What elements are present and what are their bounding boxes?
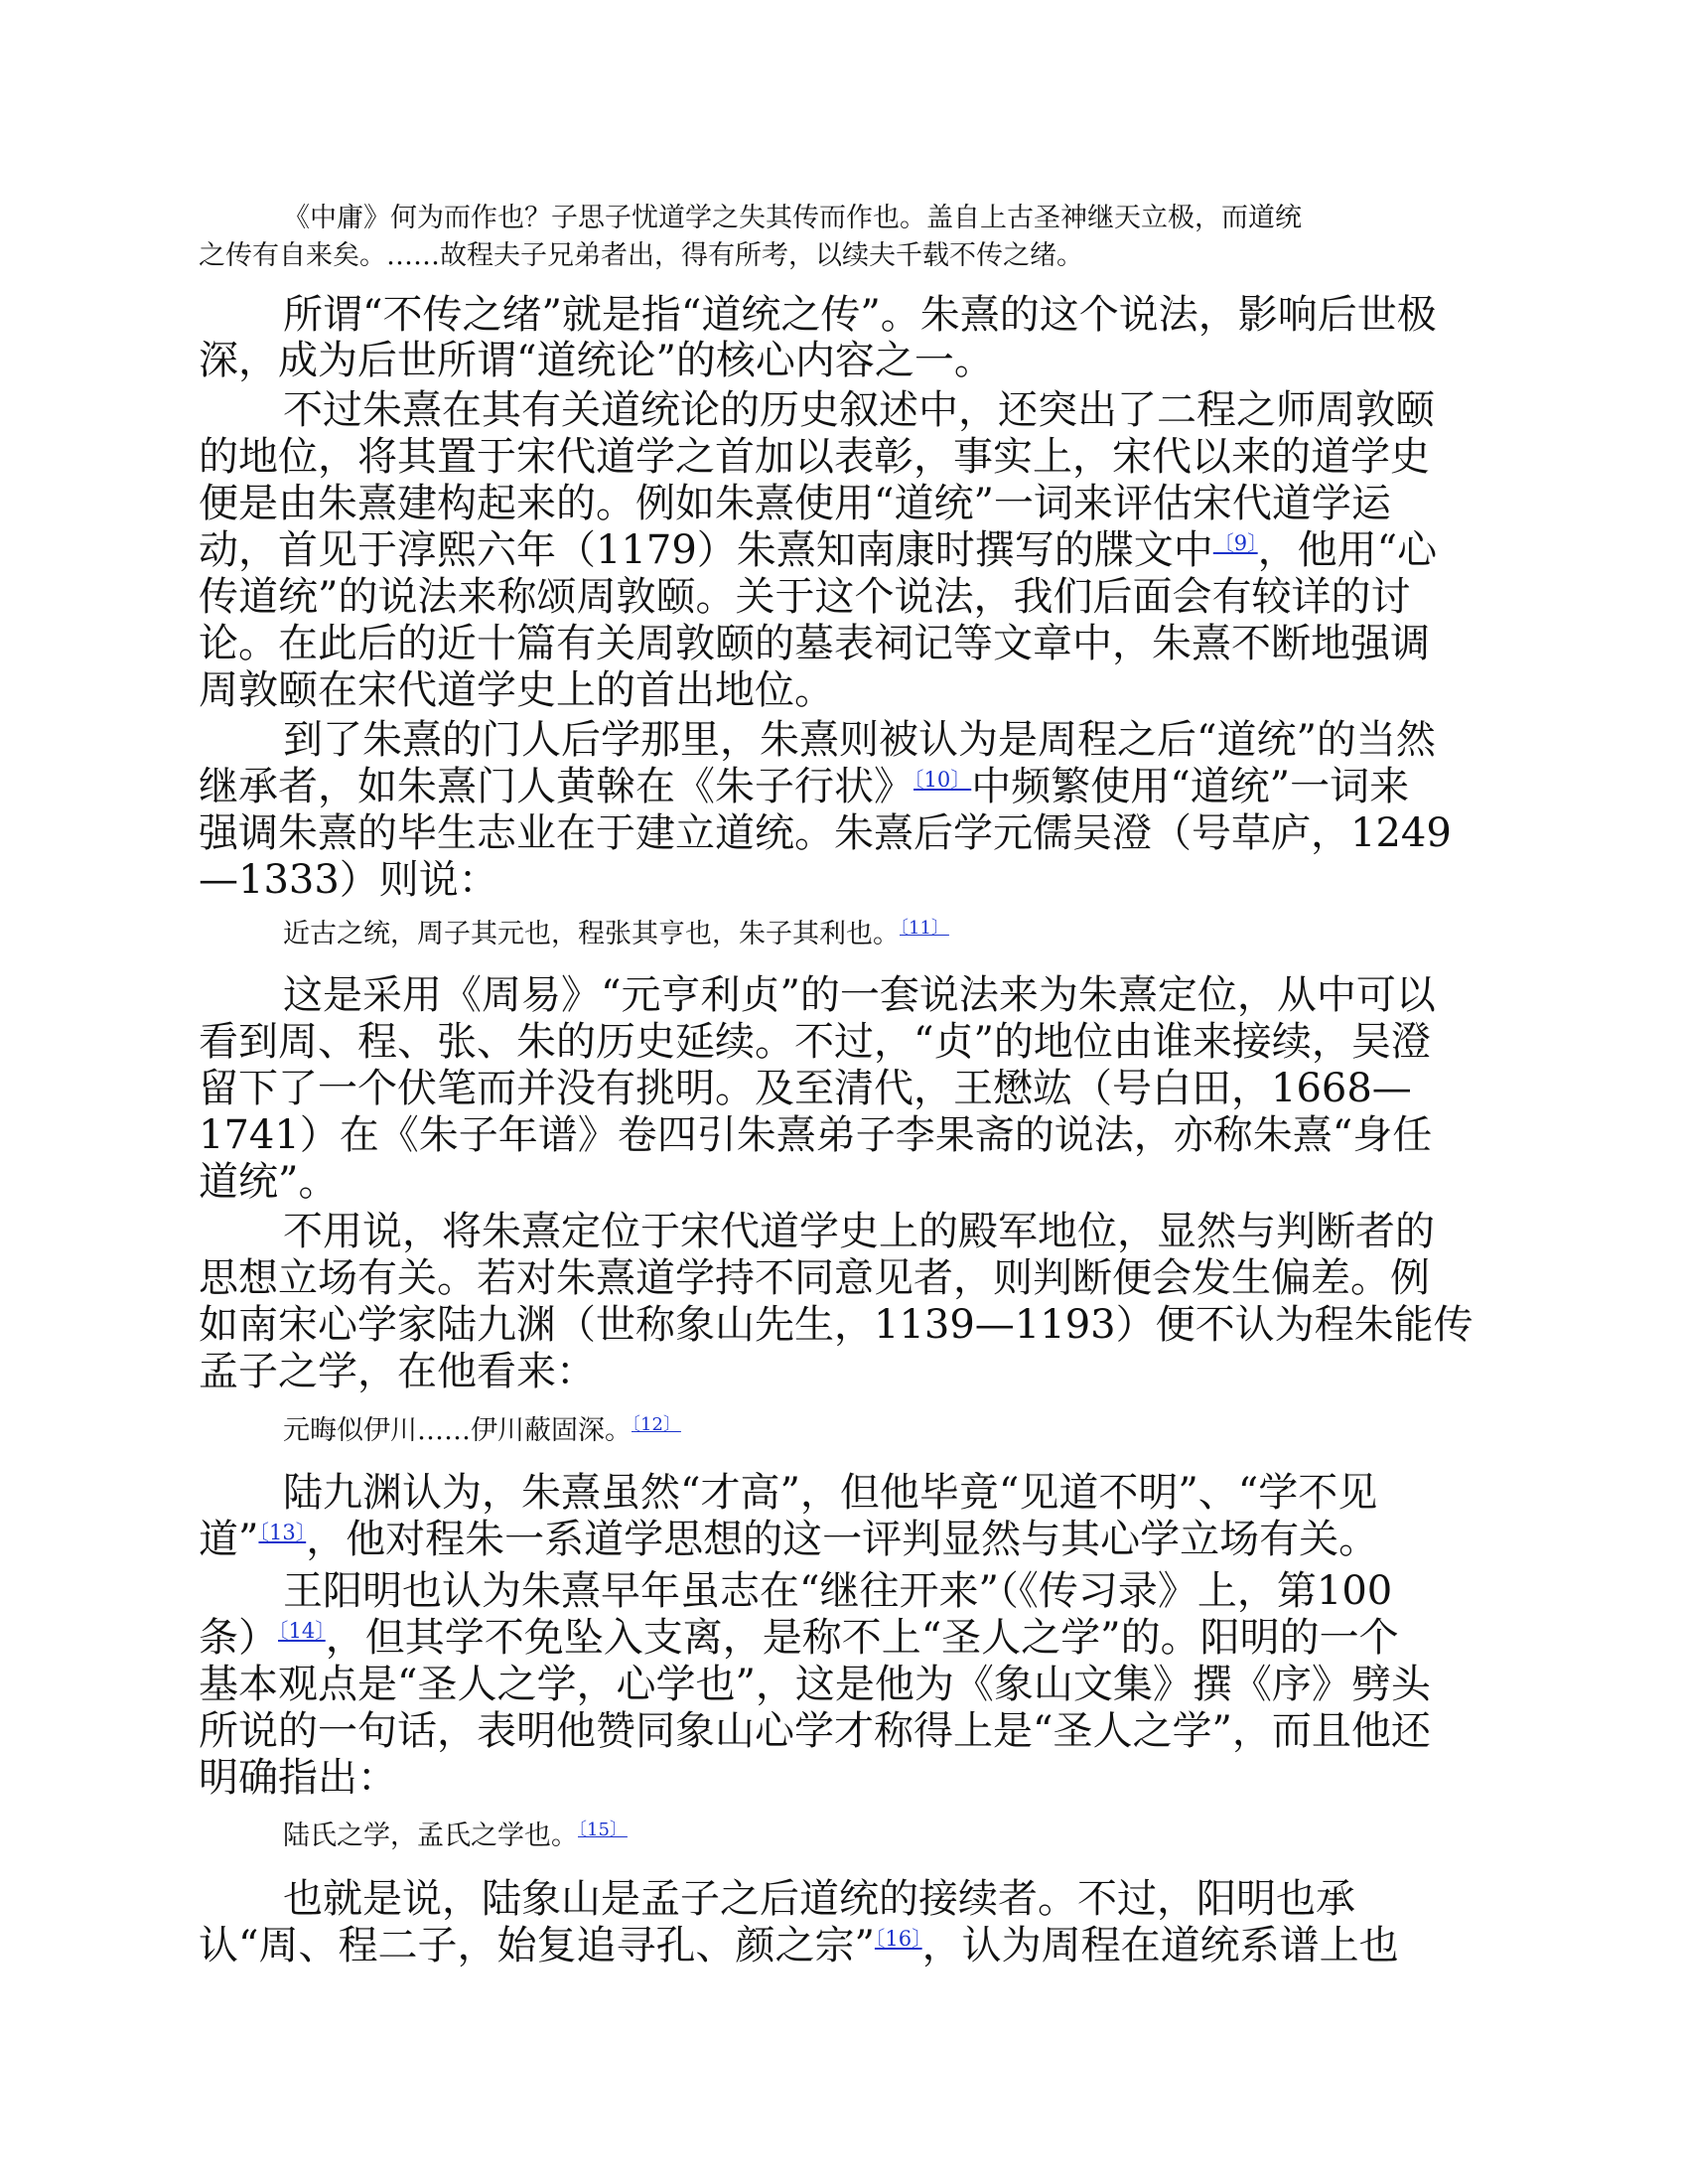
paragraph-line: 1741）在《朱子年谱》卷四引朱熹弟子李果斋的说法，亦称朱熹“身任 — [199, 1112, 1433, 1158]
paragraph-text: 认“周、程二子，始复追寻孔、颜之宗” — [199, 1923, 875, 1968]
quote-text: 近古之统，周子其元也，程张其亨也，朱子其利也。 — [283, 919, 900, 949]
quote-text: 元晦似伊川……伊川蔽固深。 — [283, 1415, 632, 1446]
paragraph-text: ，但其学不免坠入支离，是称不上“圣人之学”的。阳明的一个 — [325, 1615, 1399, 1661]
footnote-link-9[interactable]: 〔9〕 — [1212, 531, 1258, 555]
quote-text: 陆氏之学，孟氏之学也。 — [283, 1820, 578, 1851]
footnote-link-11[interactable]: 〔11〕 — [900, 918, 949, 939]
paragraph-text: ，他用“心 — [1257, 527, 1438, 573]
paragraph-line: 思想立场有关。若对朱熹道学持不同意见者，则判断便会发生偏差。例 — [199, 1255, 1430, 1301]
paragraph-text: 动，首见于淳熙六年（1179）朱熹知南康时撰写的牒文中 — [199, 527, 1213, 573]
paragraph-line — [199, 1914, 1399, 1970]
paragraph-line: 孟子之学，在他看来： — [199, 1349, 596, 1394]
quote-line: 之传有自来矣。……故程夫子兄弟者出，得有所考，以续夫千载不传之绪。 — [199, 240, 1083, 271]
paragraph-line: 到了朱熹的门人后学那里，朱熹则被认为是周程之后“道统”的当然 — [283, 717, 1436, 763]
paragraph-line: 便是由朱熹建构起来的。例如朱熹使用“道统”一词来评估宋代道学运 — [199, 481, 1391, 526]
paragraph-text: ，认为周程在道统系谱上也 — [921, 1923, 1399, 1968]
paragraph-line: 道统”。 — [199, 1159, 339, 1205]
paragraph-text: 中频繁使用“道统”一词来 — [971, 764, 1410, 809]
paragraph-line: 王阳明也认为朱熹早年虽志在“继往开来”（《传习录》上，第100 — [283, 1568, 1393, 1614]
quote-line — [283, 1814, 628, 1852]
paragraph-line: —1333）则说： — [199, 857, 498, 903]
paragraph-line: 论。在此后的近十篇有关周敦颐的墓表祠记等文章中，朱熹不断地强调 — [199, 621, 1430, 666]
paragraph-line: 深，成为后世所谓“道统论”的核心内容之一。 — [199, 338, 994, 383]
paragraph-line: 所谓“不传之绪”就是指“道统之传”。朱熹的这个说法，影响后世极 — [283, 292, 1437, 338]
quote-line — [283, 1408, 681, 1447]
paragraph-text: ，他对程朱一系道学思想的这一评判显然与其心学立场有关。 — [306, 1517, 1379, 1562]
paragraph-line: 这是采用《周易》“元亨利贞”的一套说法来为朱熹定位，从中可以 — [283, 972, 1436, 1018]
paragraph-line: 不过朱熹在其有关道统论的历史叙述中，还突出了二程之师周敦颐 — [283, 387, 1435, 433]
paragraph-line: 明确指出： — [199, 1755, 397, 1801]
paragraph-line: 基本观点是“圣人之学，心学也”，这是他为《象山文集》撰《序》劈头 — [199, 1662, 1431, 1707]
footnote-link-15[interactable]: 〔15〕 — [578, 1820, 628, 1840]
paragraph-line: 看到周、程、张、朱的历史延续。不过，“贞”的地位由谁来接续，吴澄 — [199, 1019, 1431, 1065]
quote-line — [283, 912, 949, 950]
footnote-link-13[interactable]: 〔13〕 — [258, 1521, 307, 1544]
paragraph-line: 不用说，将朱熹定位于宋代道学史上的殿军地位，显然与判断者的 — [283, 1209, 1435, 1254]
paragraph-line: 的地位，将其置于宋代道学之首加以表彰，事实上，宋代以来的道学史 — [199, 434, 1430, 480]
paragraph-line — [199, 1508, 1378, 1564]
paragraph-line: 周敦颐在宋代道学史上的首出地位。 — [199, 667, 834, 713]
paragraph-line: 留下了一个伏笔而并没有挑明。及至清代，王懋竑（号白田，1668— — [199, 1066, 1412, 1111]
paragraph-line: 也就是说，陆象山是孟子之后道统的接续者。不过，阳明也承 — [283, 1876, 1355, 1922]
paragraph-line: 强调朱熹的毕生志业在于建立道统。朱熹后学元儒吴澄（号草庐，1249 — [199, 810, 1452, 856]
paragraph-text: 道” — [199, 1517, 259, 1562]
paragraph-line: 陆九渊认为，朱熹虽然“才高”，但他毕竟“见道不明”、“学不见 — [283, 1470, 1378, 1516]
paragraph-line: 如南宋心学家陆九渊（世称象山先生，1139—1193）便不认为程朱能传 — [199, 1302, 1474, 1348]
footnote-link-12[interactable]: 〔12〕 — [632, 1414, 681, 1435]
paragraph-line: 传道统”的说法来称颂周敦颐。关于这个说法，我们后面会有较详的讨 — [199, 574, 1411, 620]
paragraph-text: 继承者，如朱熹门人黄榦在《朱子行状》 — [199, 764, 914, 809]
footnote-link-16[interactable]: 〔16〕 — [874, 1927, 922, 1951]
footnote-link-14[interactable]: 〔14〕 — [278, 1619, 326, 1643]
footnote-link-10[interactable]: 〔10〕 — [914, 768, 972, 792]
quote-line: 《中庸》何为而作也？子思子忧道学之失其传而作也。盖自上古圣神继天立极，而道统 — [283, 203, 1302, 233]
paragraph-line: 所说的一句话，表明他赞同象山心学才称得上是“圣人之学”，而且他还 — [199, 1708, 1431, 1754]
paragraph-text: 条） — [199, 1615, 278, 1661]
